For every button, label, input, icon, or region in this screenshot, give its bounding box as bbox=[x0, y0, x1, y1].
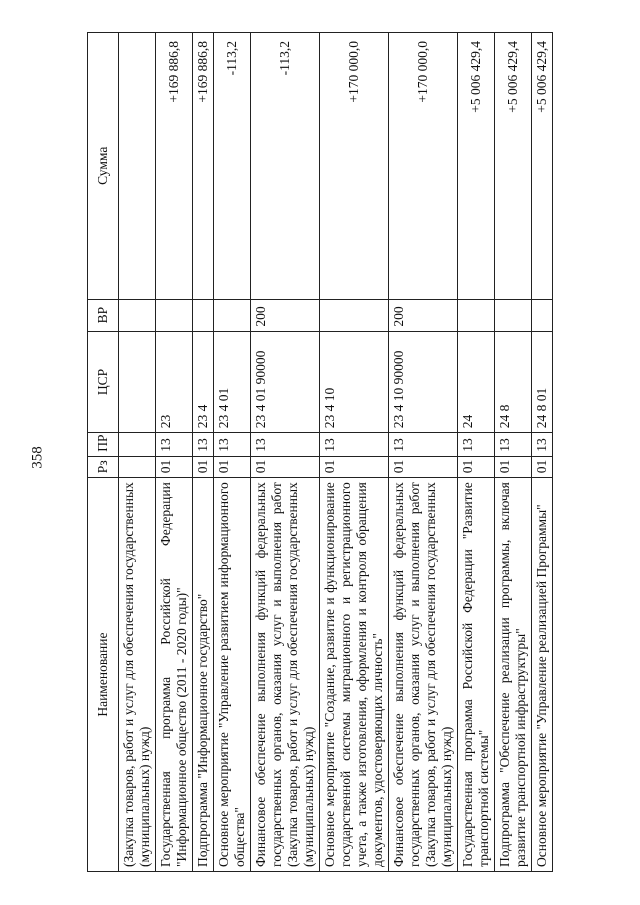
row-pr: 13 bbox=[532, 433, 553, 457]
table-row bbox=[389, 33, 458, 872]
row-csr bbox=[119, 331, 156, 433]
row-sum bbox=[119, 33, 156, 300]
row-name: Финансовое обеспечение выполнения функций федеральных государственных органов, оказания услуг и выполнения работ (Закупка товаров, работ и услуг для обеспечения государственных (муниципальных) нужд) bbox=[251, 478, 320, 872]
row-pr: 13 bbox=[193, 433, 214, 457]
row-vr bbox=[320, 299, 389, 331]
row-sum: +170 000,0 bbox=[320, 33, 389, 300]
table-row bbox=[251, 33, 320, 872]
table-row bbox=[156, 33, 193, 872]
table-row bbox=[193, 33, 214, 872]
row-pr: 13 bbox=[495, 433, 532, 457]
row-sum: +5 006 429,4 bbox=[458, 33, 495, 300]
row-rz: 01 bbox=[320, 456, 389, 477]
row-pr: 13 bbox=[251, 433, 320, 457]
row-rz: 01 bbox=[251, 456, 320, 477]
table-row bbox=[119, 33, 156, 872]
row-pr: 13 bbox=[214, 433, 251, 457]
row-vr bbox=[193, 299, 214, 331]
row-sum: +170 000,0 bbox=[389, 33, 458, 300]
row-rz bbox=[119, 456, 156, 477]
row-rz: 01 bbox=[532, 456, 553, 477]
row-pr: 13 bbox=[320, 433, 389, 457]
row-csr: 24 bbox=[458, 331, 495, 433]
row-pr bbox=[119, 433, 156, 457]
row-pr: 13 bbox=[458, 433, 495, 457]
header-vr: ВР bbox=[88, 299, 119, 331]
row-name: Основное мероприятие "Создание, развитие и функционирование государственной системы миграционного и регистрационного учета, а также изготовления, оформления и контроля обращения документов, удостоверяющих личность" bbox=[320, 478, 389, 872]
row-sum: +169 886,8 bbox=[193, 33, 214, 300]
row-sum: +5 006 429,4 bbox=[495, 33, 532, 300]
row-vr bbox=[458, 299, 495, 331]
row-pr: 13 bbox=[389, 433, 458, 457]
row-name: Государственная программа Российской Федерации "Информационное общество (2011 - 2020 годы)" bbox=[156, 478, 193, 872]
table-header-row bbox=[88, 33, 119, 872]
row-sum: +5 006 429,4 bbox=[532, 33, 553, 300]
row-rz: 01 bbox=[458, 456, 495, 477]
row-vr: 200 bbox=[251, 299, 320, 331]
row-name: Подпрограмма "Информационное государство" bbox=[193, 478, 214, 872]
row-vr bbox=[495, 299, 532, 331]
row-vr bbox=[119, 299, 156, 331]
budget-table-rotated bbox=[87, 32, 625, 872]
row-vr bbox=[532, 299, 553, 331]
row-rz: 01 bbox=[389, 456, 458, 477]
row-csr: 23 4 01 bbox=[214, 331, 251, 433]
row-name: Основное мероприятие "Управление развитием информационного общества" bbox=[214, 478, 251, 872]
table-row bbox=[458, 33, 495, 872]
row-csr: 24 8 bbox=[495, 331, 532, 433]
row-sum: +169 886,8 bbox=[156, 33, 193, 300]
header-name: Наименование bbox=[88, 478, 119, 872]
row-rz: 01 bbox=[495, 456, 532, 477]
row-name: Государственная программа Российской Федерации "Развитие транспортной системы" bbox=[458, 478, 495, 872]
row-csr: 24 8 01 bbox=[532, 331, 553, 433]
row-csr: 23 4 10 90000 bbox=[389, 331, 458, 433]
row-csr: 23 4 bbox=[193, 331, 214, 433]
header-sum: Сумма bbox=[88, 33, 119, 300]
row-pr: 13 bbox=[156, 433, 193, 457]
row-csr: 23 4 01 90000 bbox=[251, 331, 320, 433]
budget-table bbox=[87, 32, 553, 872]
row-sum: -113,2 bbox=[214, 33, 251, 300]
row-sum: -113,2 bbox=[251, 33, 320, 300]
table-row bbox=[532, 33, 553, 872]
table-row bbox=[495, 33, 532, 872]
header-csr: ЦСР bbox=[88, 331, 119, 433]
row-name: Основное мероприятие "Управление реализацией Программы" bbox=[532, 478, 553, 872]
row-rz: 01 bbox=[214, 456, 251, 477]
row-name: Финансовое обеспечение выполнения функций федеральных государственных органов, оказания услуг и выполнения работ (Закупка товаров, работ и услуг для обеспечения государственных (муниципальных) нужд) bbox=[389, 478, 458, 872]
row-rz: 01 bbox=[193, 456, 214, 477]
header-pr: ПР bbox=[88, 433, 119, 457]
table-row bbox=[214, 33, 251, 872]
row-vr bbox=[156, 299, 193, 331]
header-rz: Рз bbox=[88, 456, 119, 477]
row-vr bbox=[214, 299, 251, 331]
row-vr: 200 bbox=[389, 299, 458, 331]
row-csr: 23 4 10 bbox=[320, 331, 389, 433]
row-name: (Закупка товаров, работ и услуг для обеспечения государственных (муниципальных) нужд) bbox=[119, 478, 156, 872]
table-row bbox=[320, 33, 389, 872]
page-number: 358 bbox=[29, 446, 46, 469]
row-name: Подпрограмма "Обеспечение реализации программы, включая развитие транспортной инфраструктуры" bbox=[495, 478, 532, 872]
row-rz: 01 bbox=[156, 456, 193, 477]
row-csr: 23 bbox=[156, 331, 193, 433]
